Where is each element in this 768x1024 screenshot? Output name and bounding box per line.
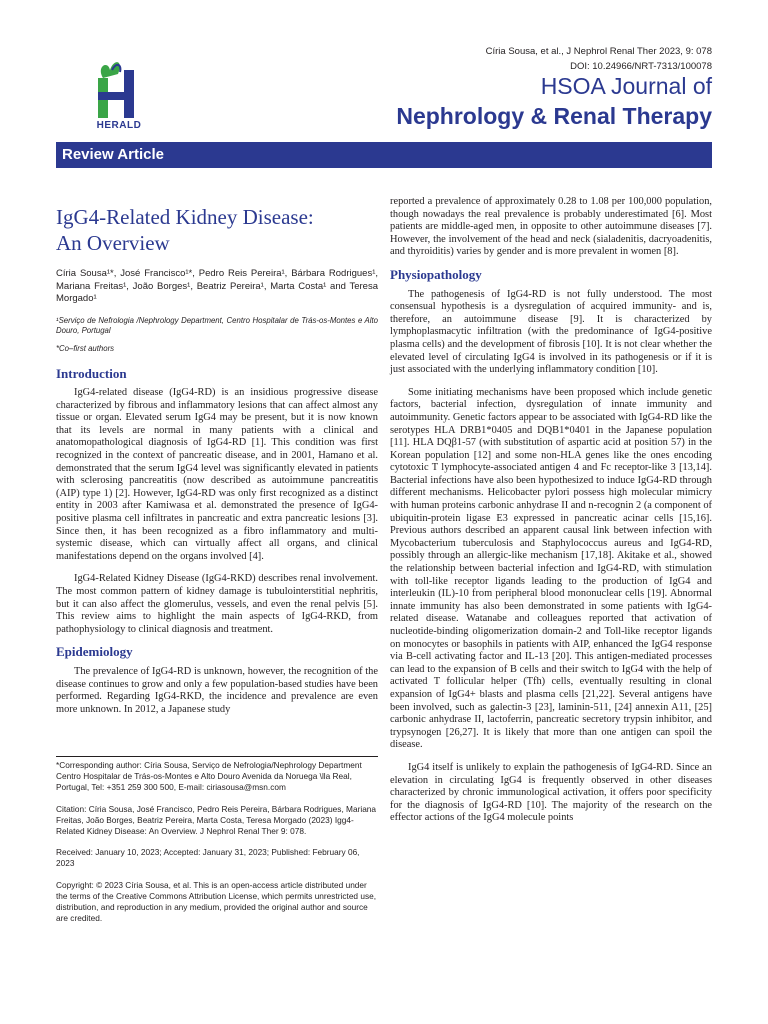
paragraph: The pathogenesis of IgG4-RD is not fully understood. The most consensual hypothesis is a dysregulation of acquired immunity- and is, therefore, an autoimmune disease [9]. It is characterized by lymphoplasmacytic infiltration (with the predominance of IgG4-positive plasma cells) and the development of fibrosis [10]. It is not clear whether the elevated level of circulating IgG4 is involved in its pathogenesis or if it is just associated with the underlying inflammatory condition [10]. <box>390 288 712 376</box>
article-type-band <box>56 142 712 168</box>
paragraph: Some initiating mechanisms have been proposed which include genetic factors, bacterial infection, dysregulation of innate immunity and autoimmunity. Genetic factors appear to be associated with IgG4-RD like the serotypes HLA DRB1*0405 and DQB1*0401 in the Japanese population [11]. HLA DQβ1-57 (with substitution of aspartic acid at position 57) in the Korean population [12] and some non-HLA genes like the ones encoding cytotoxic T lymphocyte-associated antigen 4 and Fc receptor-like 3 [13,14]. Bacterial infections have also been hypothesized to induce IgG4-RD through different mechanisms. Helicobacter pylori possess high molecular mimicry with human proteins carbonic anhydrase II and n-recognin 2 (a component of ubiquitin-protein ligase E3 expressed in pancreatic acinar cells [15,16]. Previous authors described an apparent causal link between infection with Mycobacterium tuberculosis and Staphylococcus aureus and IgG4-RD, possibly through an allergic-like mechanism [17,18]. Akitake et al., showed the relationship between bacterial infection and IgG4-RD, with stimulation with toll-like receptor ligands leading to the production of IgG4 and interleukin (IL)-10 from peripheral blood mononuclear cells [19]. Abnormal innate immunity has also been demonstrated in some patients with IgG4-related disease. Watanabe and colleagues reported that activation of nucleotide-binding oligomerization domain-2 and Toll-like receptor ligands on monocytes or basophils in patients with AIP, enhanced the IgG4 response via B-cell activating factor and IL-13 [20]. This antigen-mediated processes can lead to the expansion of B cells and their switch to IgG4 with the help of activated T follicular helper (Tfh) cells, eventually resulting in clonal expansion of IgG4+ blasts and plasma cells [21,22]. Several antigens have been involved, such as galectin-3 [23], laminin-511, [24] annexin A11, [25] carbonic anhydrase II, lactoferrin, pancreatic secretory trypsin inhibitor, and trypsynogen [26,27]. It is likely that more than one antigen can spoil the disease. <box>390 386 712 751</box>
footnotes <box>56 756 378 934</box>
article-type-label: Review Article <box>62 146 164 163</box>
cofirst-note: *Co–first authors <box>56 343 115 353</box>
paragraph: reported a prevalence of approximately 0.28 to 1.08 per 100,000 population, though nowadays the real prevalence is probably underestimated [6]. Most patients are middle-aged men, in opposite to other autoimmune diseases [7]. However, the involvement of the head and neck (sialadenitis, dacryoadenitis, and thyroiditis) varies by gender and is more prevalent in women [8]. <box>390 196 712 258</box>
paragraph: IgG4-Related Kidney Disease (IgG4-RKD) describes renal involvement. The most common pattern of kidney damage is tubulointerstitial nephritis, but it can also affect the glomerulus, vessels, and even the renal pelvis [5]. This review aims to highlight the main aspects of IgG4-RKD, from pathophysiology to clinical diagnosis and treatment. <box>56 573 378 635</box>
article-title-line1: IgG4-Related Kidney Disease: <box>56 205 314 229</box>
citation-note: Citation: Círia Sousa, José Francisco, Pedro Reis Pereira, Bárbara Rodrigues, Mariana Freitas, João Borges, Beatriz Pereira, Marta Costa, Teresa Morgado (2023) Igg4-Related Kidney Disease: An Overview. J Nephrol Renal Ther 9: 078. <box>56 803 377 837</box>
article-title-line2: An Overview <box>56 231 170 255</box>
section-heading-introduction: Introduction <box>56 365 127 381</box>
paragraph: IgG4 itself is unlikely to explain the pathogenesis of IgG4-RD. Since an elevation in circulating IgG4 is frequently observed in other diseases characterized by chronic immunological activation, it offers poor specificity for the diagnosis of IgG4-RD [10]. The majority of the research on the effector actions of the IgG4 molecule points <box>390 761 712 824</box>
dates-note: Received: January 10, 2023; Accepted: January 31, 2023; Published: February 06, 2023 <box>56 847 360 869</box>
section-heading-epidemiology: Epidemiology <box>56 644 133 660</box>
header-citation: Círia Sousa, et al., J Nephrol Renal Ther 2023, 9: 078 <box>485 46 712 57</box>
affiliation: ¹Serviço de Nefrologia /Nephrology Department, Centro Hospitalar de Trás-os-Montes e Alto Douro, Portugal <box>56 315 378 335</box>
author-list: Círia Sousa¹*, José Francisco¹*, Pedro Reis Pereira¹, Bárbara Rodrigues¹, Mariana Freitas¹, João Borges¹, Beatriz Pereira¹, Marta Costa¹ and Teresa Morgado¹ <box>56 268 378 304</box>
paragraph: The prevalence of IgG4-RD is unknown, however, the recognition of the disease continues to grow and only a few population-based studies have been performed. Regarding IgG4-RKD, the incidence and prevalence are even more unknown. In 2012, a Japanese study <box>56 665 378 715</box>
journal-title <box>396 72 712 132</box>
footnote-divider <box>56 756 378 757</box>
corresponding-author: *Corresponding author: Círia Sousa, Serviço de Nefrologia/Nephrology Department Centro Hospitalar de Trás-os-Montes e Alto Douro Avenida da Noruega \lla Real, Portugal, Tel: +351 259 300 500, E-mail: ciriasousa@msn.com <box>56 760 362 793</box>
logo-text: HERALD <box>96 120 142 131</box>
header-citation-block <box>486 44 712 74</box>
article-title <box>56 204 378 256</box>
right-column <box>390 196 712 835</box>
left-column <box>56 204 378 726</box>
paragraph: IgG4-related disease (IgG4-RD) is an insidious progressive disease characterized by fibrous and inflammatory lesions that can affect almost any tissue or organ. Elevated serum IgG4 may be present, but it is now known that its levels are normal in many patients with a clinical and anatomopathological diagnosis of IgG4-RD [1]. This condition was first recognized in the context of pancreatic disease, and in 2001, Hamano et al. demonstrated that the serum IgG4 level was significantly elevated in patients with sclerosing pancreatitis (now described as autoimmune pancreatitis (AIP) type 1) [2]. However, IgG4-RD was only first recognized as a distinct entity in 2003 after Kamiwasa et al. demonstrated the presence of IgG4-positive plasma cell infiltrates in pancreatic and extra pancreatic lesions [3]. Since then, it has been recognized as a fibro inflammatory and multi-systemic disease, which can virtually affect all organs, and clinical manifestations depend on the organs involved [4]. <box>56 387 378 562</box>
copyright-note: Copyright: © 2023 Círia Sousa, et al. This is an open-access article distributed under the terms of the Creative Commons Attribution License, which permits unrestricted use, distribution, and reproduction in any medium, provided the original author and source are credited. <box>56 879 377 924</box>
header-doi[interactable]: DOI: 10.24966/NRT-7313/100078 <box>570 61 712 72</box>
section-heading-physiopathology: Physiopathology <box>390 266 482 282</box>
journal-title-line1: HSOA Journal of <box>540 73 712 99</box>
journal-title-line2: Nephrology & Renal Therapy <box>396 103 712 129</box>
